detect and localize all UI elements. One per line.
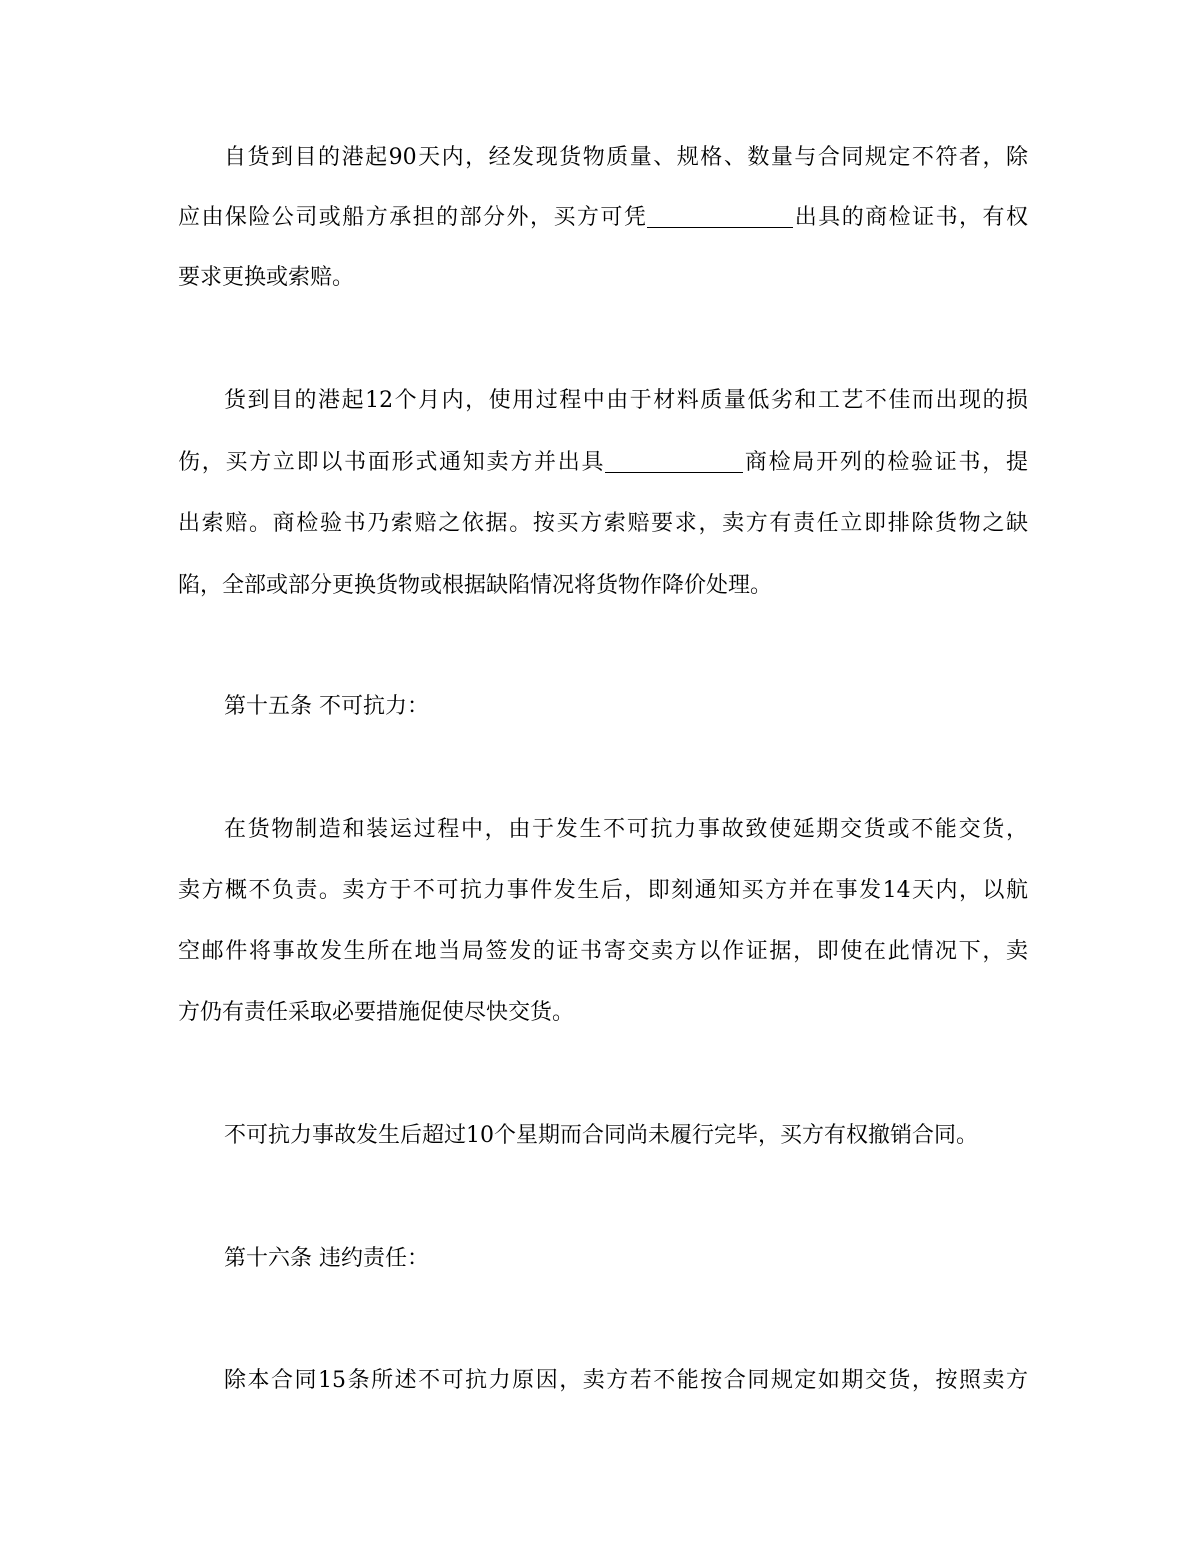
- paragraph-2-line-2-text-before: 伤，买方立即以书面形式通知卖方并出具: [178, 450, 606, 475]
- article-16-heading: 第十六条 违约责任：: [224, 1246, 429, 1271]
- paragraph-2-line-2-text-after: 商检局开列的检验证书，提: [743, 450, 1028, 475]
- blank-fill-line: [647, 203, 793, 228]
- paragraph-2-line-4: 陷，全部或部分更换货物或根据缺陷情况将货物作降价处理。: [178, 573, 773, 598]
- paragraph-3-line-3: 空邮件将事故发生所在地当局签发的证书寄交卖方以作证据，即使在此情况下，卖: [178, 939, 1028, 964]
- blank-fill-line: [605, 448, 743, 473]
- paragraph-2-line-2: [178, 443, 1028, 483]
- paragraph-3-line-4: 方仍有责任采取必要措施促使尽快交货。: [178, 1000, 575, 1025]
- paragraph-2-line-3: 出索赔。商检验书乃索赔之依据。按买方索赔要求，卖方有责任立即排除货物之缺: [178, 511, 1028, 536]
- paragraph-1-line-2-text-after: 出具的商检证书，有权: [793, 205, 1028, 230]
- paragraph-5-line-1: 除本合同15条所述不可抗力原因，卖方若不能按合同规定如期交货，按照卖方: [224, 1368, 1028, 1393]
- paragraph-1-line-2: [178, 198, 1028, 238]
- paragraph-4-line-1: 不可抗力事故发生后超过10个星期而合同尚未履行完毕，买方有权撤销合同。: [224, 1123, 978, 1148]
- paragraph-1-line-2-text-before: 应由保险公司或船方承担的部分外，买方可凭: [178, 205, 648, 230]
- paragraph-3-line-2: 卖方概不负责。卖方于不可抗力事件发生后，即刻通知买方并在事发14天内，以航: [178, 878, 1028, 903]
- paragraph-1-line-1: 自货到目的港起90天内，经发现货物质量、规格、数量与合同规定不符者，除: [224, 145, 1028, 170]
- paragraph-1-line-3: 要求更换或索赔。: [178, 265, 355, 290]
- paragraph-3-line-1: 在货物制造和装运过程中，由于发生不可抗力事故致使延期交货或不能交货，: [224, 817, 1028, 842]
- article-15-heading: 第十五条 不可抗力：: [224, 694, 429, 719]
- paragraph-2-line-1: 货到目的港起12个月内，使用过程中由于材料质量低劣和工艺不佳而出现的损: [224, 388, 1028, 413]
